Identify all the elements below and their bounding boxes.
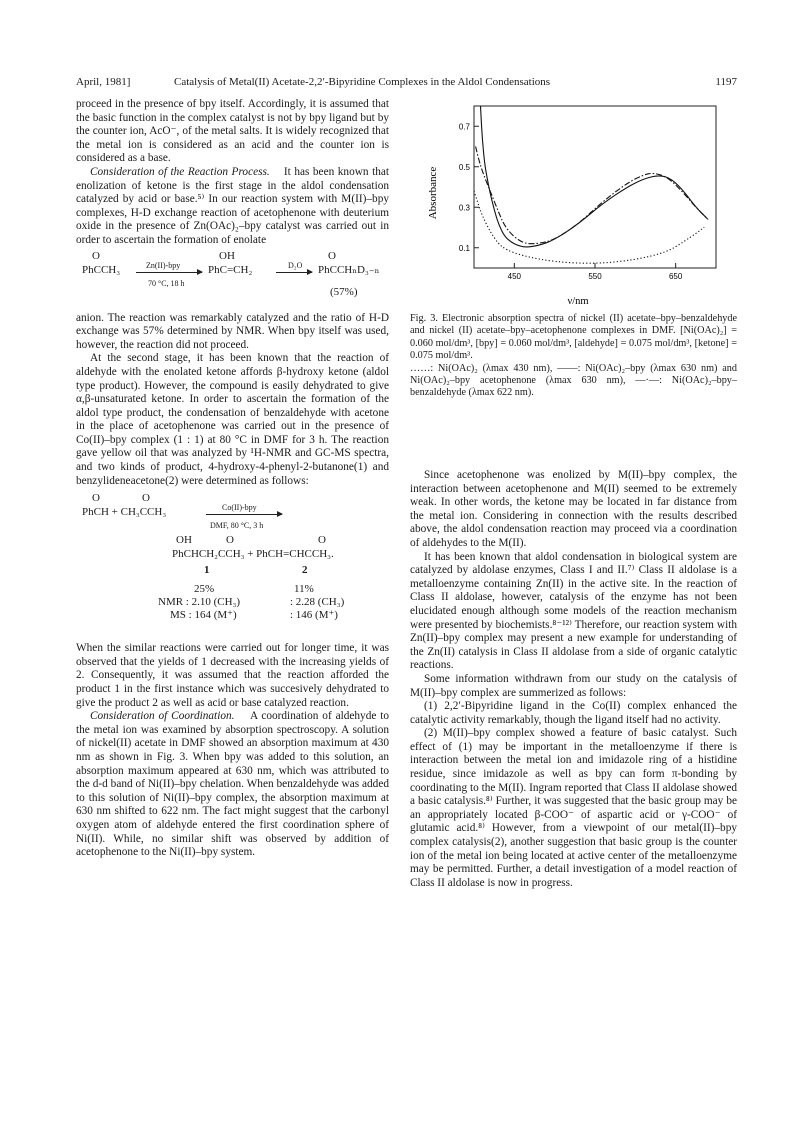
paragraph — [76, 166, 389, 248]
paragraph: proceed in the presence of bpy itself. Accordingly, it is assumed that the basic function in the complex catalyst is not by bpy ligand but by the counter ion, AcO⁻, of the metal salts. It is widely recognized that the metal ion is considered as an acid and the counter ion is considered as a base. — [76, 98, 389, 165]
absorption-spectrum-chart — [410, 98, 737, 310]
figure-caption — [410, 313, 737, 400]
reaction-arrow — [136, 272, 202, 273]
reaction-arrow — [276, 272, 312, 273]
product-deuterated: PhCCHₙD₃₋ₙ — [318, 263, 380, 276]
paragraph: Some information withdrawn from our study on the catalysis of M(II)–bpy complex are summerized as follows: — [410, 672, 737, 699]
carbonyl-o: O — [328, 249, 336, 262]
paragraph: When the similar reactions were carried out for longer time, it was observed that the yields of 1 decreased with the increasing yields of 2. Consequently, it was assumed that the reaction afforded the product 1 in the first instance which was succesively dehydrated to give the product 2 as well as acid or base catalyzed reaction. — [76, 642, 389, 709]
x-tick-label: 650 — [668, 272, 683, 281]
compound-label-2: 2 — [302, 564, 308, 577]
paragraph-text: A coordination of aldehyde to the metal ion was examined by absorption spectroscopy. A solution of nickel(II) acetate in DMF showed an absorption maximum at 430 nm as shown in Fig. 3. When bpy was added to this solution, an absorption maximum appeared at 630 nm, which was attributed to the d-d band of Ni(II)–bpy chelation. When benzaldehyde was added to this solution of Ni(II)–bpy complex, the absorption maximum at 630 nm shifted to 622 nm. The fact might suggest that the carbonyl oxygen atom of aldehyde entered the first coordination sphere of Ni(II). While, no similar shift was observed by addition of acetophenone to the Ni(II)–bpy system. — [76, 710, 390, 859]
ms-1: MS : 164 (M⁺) — [170, 609, 237, 622]
x-axis-label: ν/nm — [567, 296, 589, 307]
left-column — [76, 98, 389, 860]
section-heading: Consideration of Coordination. — [90, 710, 235, 723]
catalyst-label: Co(II)-bpy — [222, 503, 257, 513]
paragraph: (2) M(II)–bpy complex showed a feature of basic catalyst. Such effect of (1) may be important in the metalloenzyme if there is interaction between the metal ion and imidazole ring of a histidine residue, since imidazole as well as bpy can form π-bonding by coordinating to the M(II). Ingram reported that Class II aldolase showed a basic catalysis.⁸⁾ Further, it was suggested that the basic group may be an appropriately located β-COO⁻ of aspartic acid or γ-COO⁻ of glutamic acid.⁸⁾ However, from a viewpoint of our metal(II)–bpy complex catalysis(2), another suggestion that basic group is the counter ion of the metal ion being located at active center of the metalloenzyme may be permitted. Further, a detail investigation of a model reaction of Class II aldolase is now in progress. — [410, 727, 737, 889]
right-column — [410, 469, 737, 890]
y-tick-label: 0.1 — [458, 243, 470, 253]
paragraph: Since acetophenone was enolized by M(II)–bpy complex, the interaction between acetophenone and M(II) seemed to be extremely weak. In other words, the ketone may be located in far distance from the metal ion. Considering in connection with the results described above, the aldol condensation reaction may proceed via a coordination of aldehydes to the M(II). — [410, 469, 737, 549]
y-tick-label: 0.7 — [458, 122, 470, 132]
reactant-acetophenone: PhCCH₃ — [82, 263, 121, 276]
caption-legend: ……: Ni(OAc)₂ (λmax 430 nm), ——: Ni(OAc)₂–bpy (λmax 630 nm) and Ni(OAc)₂–bpy acetophenone (λmax 630 nm), —·—: Ni(OAc)₂–bpy–benzaldehyde (λmax 622 nm). — [410, 362, 737, 399]
caption-text: Fig. 3. Electronic absorption spectra of nickel (II) acetate–bpy–benzaldehyde and nickel (II) acetate–bpy–acetophenone complexes in DMF. [Ni(OAc)₂] = 0.060 mol/dm³, [bpy] = 0.060 mol/dm³, [aldehyde] = 0.075 mol/dm³, [ketone] = 0.075 mol/dm³. — [410, 313, 737, 362]
header-page-number: 1197 — [715, 76, 737, 88]
carbonyl-o: O — [318, 534, 326, 547]
y-tick-label: 0.5 — [458, 162, 470, 172]
chart-series — [474, 106, 708, 263]
hydroxyl-oh: OH — [176, 534, 192, 547]
carbonyl-o: O — [92, 249, 100, 262]
carbonyl-o: O — [92, 492, 100, 505]
nmr-1: NMR : 2.10 (CH₃) — [158, 596, 241, 609]
series-line-dotted — [474, 191, 704, 263]
paragraph: At the second stage, it has been known that the reaction of aldehyde with the enolated ketone affords β-hydroxy ketone (aldol type product). However, the compound is easily dehydrated to give α,β-unsaturated ketone. In order to ascertain the formation of the aldol type product, the condensation of benzaldehyde with acetone in the place of acetophenone was carried out in the presence of Co(II)–bpy complex (1 : 1) at 80 °C in DMF for 3 h. The reaction gave yellow oil that was analyzed by ¹H-NMR and GC-MS spectra, and two kinds of product, 4-hydroxy-4-phenyl-2-butanone(1) and benzylideneacetone(2) were determined as follows: — [76, 352, 389, 487]
nmr-2: : 2.28 (CH₃) — [290, 596, 345, 609]
yield-1: 25% — [194, 583, 215, 596]
x-tick-label: 550 — [588, 272, 602, 281]
condition-label: 70 °C, 18 h — [148, 278, 185, 288]
reaction-scheme-1 — [76, 250, 389, 312]
carbonyl-o: O — [226, 534, 234, 547]
header-title: Catalysis of Metal(II) Acetate-2,2′-Bipyridine Complexes in the Aldol Condensations — [174, 76, 551, 88]
section-heading: Consideration of the Reaction Process. — [90, 165, 270, 178]
ms-2: : 146 (M⁺) — [290, 609, 338, 622]
paragraph — [76, 710, 389, 860]
yield-2: 11% — [294, 583, 314, 596]
carbonyl-o: O — [142, 492, 150, 505]
y-tick-label: 0.3 — [458, 203, 470, 213]
yield-label: (57%) — [330, 285, 358, 298]
enol-intermediate: PhC=CH₂ — [208, 263, 253, 276]
reaction-scheme-2 — [76, 492, 389, 640]
paragraph: It has been known that aldol condensation in biological system are catalyzed by aldolase enzymes, Class I and II.⁷⁾ Class II aldolase is a metalloenzyme containing Zn(II) in the active site. In the reaction of Class II aldolase, however, catalysis of the enzyme has not been elucidated enough although some models of the reaction mechanism were presented by biochemists.⁸⁻¹²⁾ Therefore, our reaction system with Zn(II)–bpy complex may present a new example for understanding of the Zn(II) catalysis in Class II aldolase from a side of organic catalytic reactions. — [410, 550, 737, 672]
hydroxyl-oh: OH — [219, 249, 235, 262]
x-tick-label: 450 — [507, 272, 522, 281]
header-date: April, 1981] — [76, 76, 131, 88]
catalyst-label: Zn(II)-bpy — [146, 260, 181, 270]
series-line-solid — [481, 106, 708, 247]
reagent-d2o: D₂O — [288, 260, 303, 270]
series-line-dash-dot — [476, 147, 708, 244]
reactants: PhCH + CH₃CCH₃ — [82, 506, 167, 519]
products: PhCHCH₂CCH₃ + PhCH=CHCCH₃. — [172, 548, 334, 561]
paragraph-text: It has been known that enolization of ketone is the first stage in the aldol condensation catalyzed by acid or base.⁵⁾ In our reaction system with M(II)–bpy complexes, H-D exchange reaction of acetophenone with deuterium oxide in the presence of Zn(OAc)₂–bpy catalyst was carried out in order to ascertain the formation of enolate — [76, 165, 390, 246]
compound-label-1: 1 — [204, 564, 210, 577]
y-axis-label: Absorbance — [427, 166, 439, 220]
condition-label: DMF, 80 °C, 3 h — [210, 521, 264, 531]
paragraph: anion. The reaction was remarkably catalyzed and the ratio of H-D exchange was 57% determined by NMR. When bpy itself was used, however, the reaction did not proceed. — [76, 311, 389, 351]
reaction-arrow — [206, 514, 282, 515]
paragraph: (1) 2,2′-Bipyridine ligand in the Co(II) complex enhanced the catalytic activity remarkably, though the ligand itself had no activity. — [410, 700, 737, 726]
